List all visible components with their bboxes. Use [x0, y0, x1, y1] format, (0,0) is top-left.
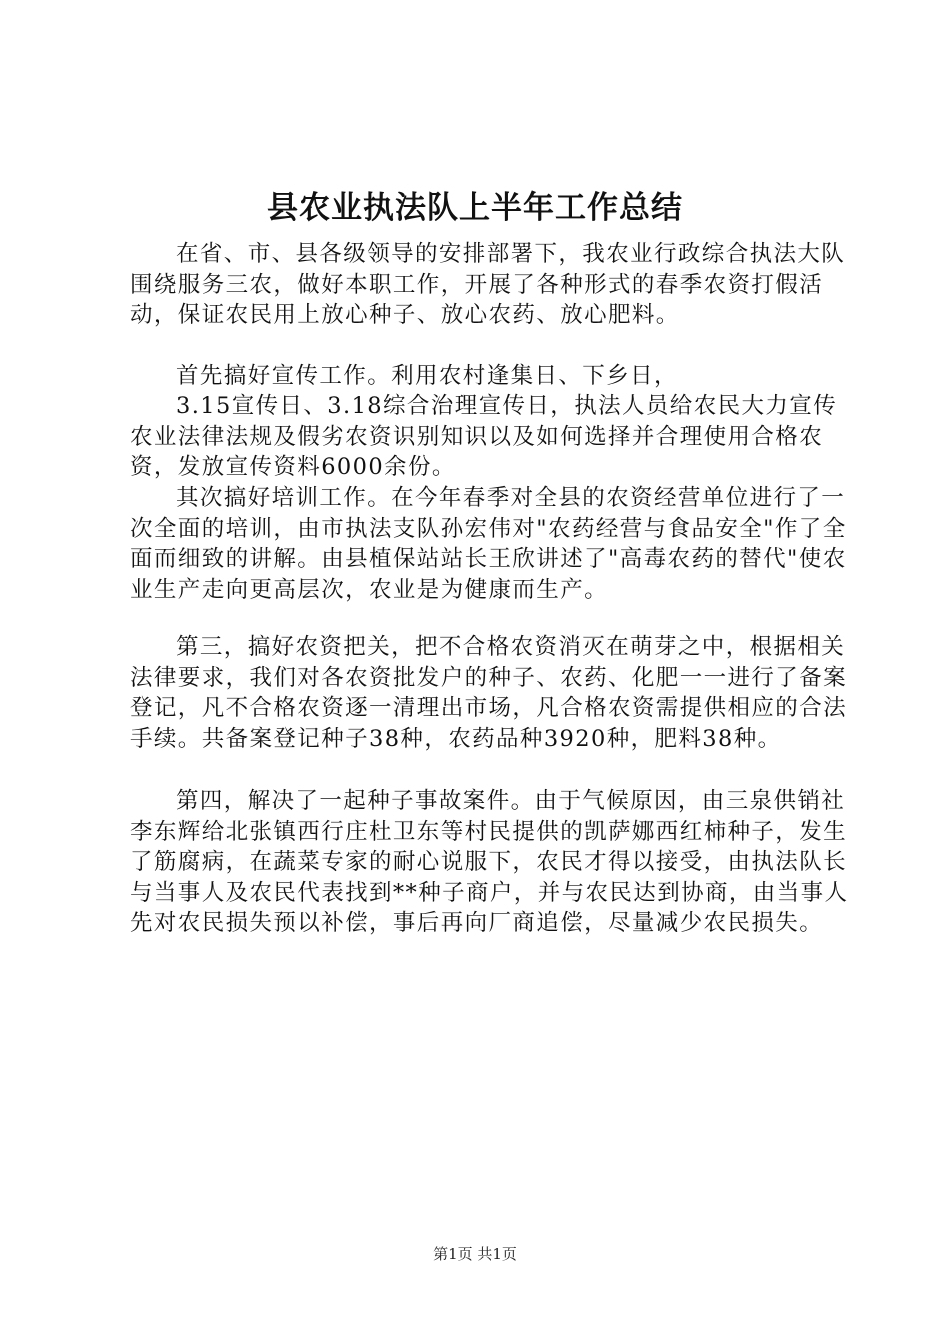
paragraph-publicity-line2: 3.15宣传日、3.18综合治理宣传日，执法人员给农民大力宣传农业法律法规及假劣农资识别知识以及如何选择并合理使用合格农资，发放宣传资料6000余份。 — [130, 393, 838, 480]
paragraph-training: 其次搞好培训工作。在今年春季对全县的农资经营单位进行了一次全面的培训，由市执法支队孙宏伟对"农药经营与食品安全"作了全面而细致的讲解。由县植保站站长王欣讲述了"高毒农药的替代"使农业生产走向更高层次，农业是为健康而生产。 — [130, 485, 847, 603]
paragraph-inspection: 第三，搞好农资把关，把不合格农资消灭在萌芽之中，根据相关法律要求，我们对各农资批发户的种子、农药、化肥一一进行了备案登记，凡不合格农资逐一清理出市场，凡合格农资需提供相应的合法手续。共备案登记种子38种，农药品种3920种，肥料38种。 — [130, 634, 848, 752]
document-title: 县农业执法队上半年工作总结 — [267, 190, 683, 226]
paragraph-seed-case: 第四，解决了一起种子事故案件。由于气候原因，由三泉供销社李东辉给北张镇西行庄杜卫东等村民提供的凯萨娜西红柿种子，发生了筋腐病，在蔬菜专家的耐心说服下，农民才得以接受，由执法队长与当事人及农民代表找到**种子商户，并与农民达到协商，由当事人先对农民损失预以补偿，事后再向厂商追偿，尽量减少农民损失。 — [130, 788, 849, 936]
paragraph-publicity-line1: 首先搞好宣传工作。利用农村逢集日、下乡日， — [176, 363, 678, 389]
page-footer: 第1页 共1页 — [433, 1245, 517, 1263]
paragraph-intro: 在省、市、县各级领导的安排部署下，我农业行政综合执法大队围绕服务三农，做好本职工作，开展了各种形式的春季农资打假活动，保证农民用上放心种子、放心农药、放心肥料。 — [130, 241, 846, 328]
